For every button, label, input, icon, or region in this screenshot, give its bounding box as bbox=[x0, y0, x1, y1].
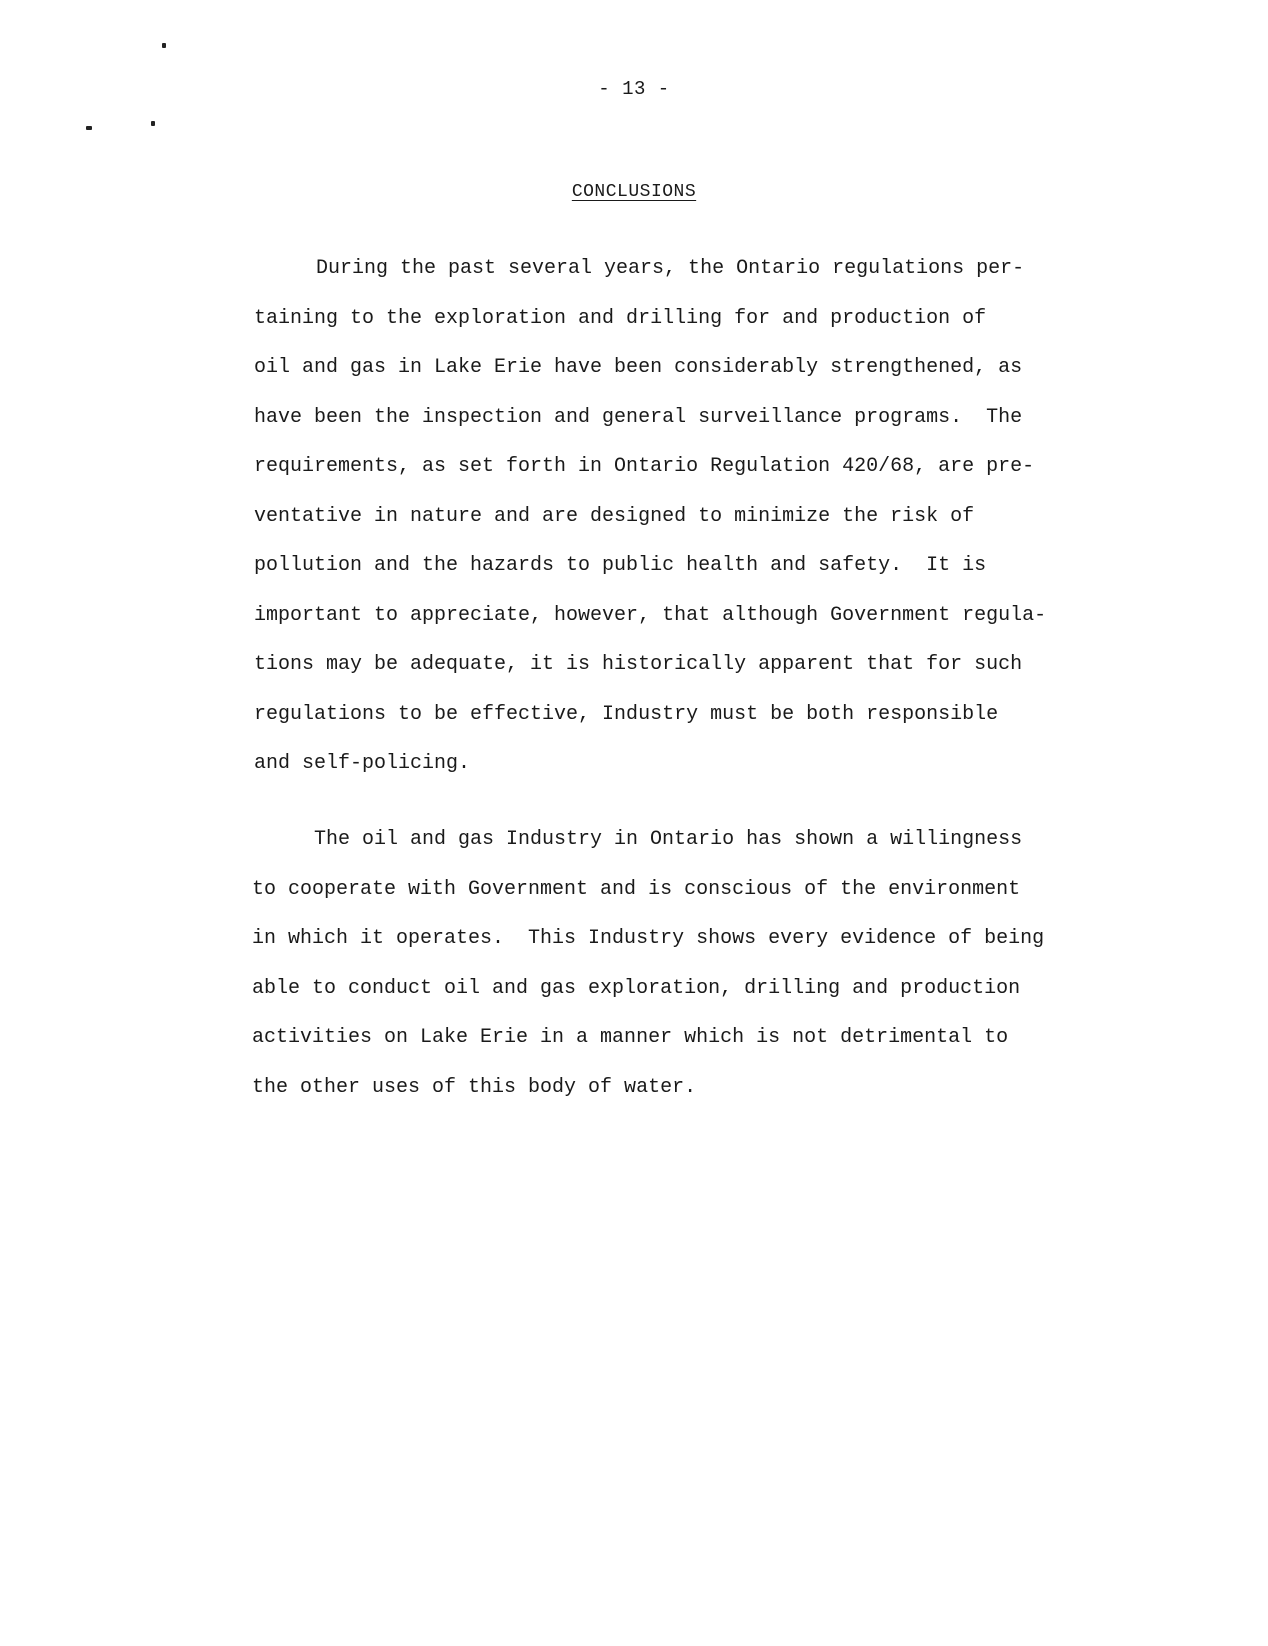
paragraph-line: the other uses of this body of water. bbox=[252, 1075, 697, 1099]
paragraph-line: to cooperate with Government and is conscious of the environment bbox=[252, 877, 1021, 901]
paragraph-line: ventative in nature and are designed to minimize the risk of bbox=[254, 504, 975, 528]
paragraph-line: regulations to be effective, Industry must be both responsible bbox=[254, 702, 999, 726]
scan-speck bbox=[86, 126, 92, 130]
paragraph-line: in which it operates. This Industry shows every evidence of being bbox=[252, 927, 1045, 950]
paragraph-line: During the past several years, the Ontario regulations per- bbox=[316, 257, 1025, 280]
paragraph-line: oil and gas in Lake Erie have been considerably strengthened, as bbox=[254, 356, 1023, 379]
paragraph-line: taining to the exploration and drilling for and production of bbox=[254, 306, 987, 330]
page-number: - 13 - bbox=[598, 78, 670, 100]
paragraph-line: important to appreciate, however, that although Government regula- bbox=[254, 603, 1047, 627]
paragraph-line: tions may be adequate, it is historically apparent that for such bbox=[254, 653, 1023, 676]
paragraph-line: pollution and the hazards to public health and safety. It is bbox=[254, 554, 987, 577]
paragraph-line: requirements, as set forth in Ontario Regulation 420/68, are pre- bbox=[254, 455, 1035, 478]
section-heading bbox=[0, 182, 1268, 202]
paragraph-line: have been the inspection and general surveillance programs. The bbox=[254, 405, 1023, 429]
paragraph-line: The oil and gas Industry in Ontario has shown a willingness bbox=[314, 828, 1023, 851]
scan-speck bbox=[151, 121, 155, 126]
paragraph-1 bbox=[254, 244, 1114, 789]
paragraph-line: able to conduct oil and gas exploration, drilling and production bbox=[252, 976, 1021, 1000]
scan-speck bbox=[162, 43, 166, 48]
paragraph-line: and self-policing. bbox=[254, 752, 471, 775]
paragraph-2 bbox=[252, 815, 1112, 1112]
section-heading-text: CONCLUSIONS bbox=[571, 182, 697, 202]
paragraph-line: activities on Lake Erie in a manner which is not detrimental to bbox=[252, 1026, 1009, 1049]
